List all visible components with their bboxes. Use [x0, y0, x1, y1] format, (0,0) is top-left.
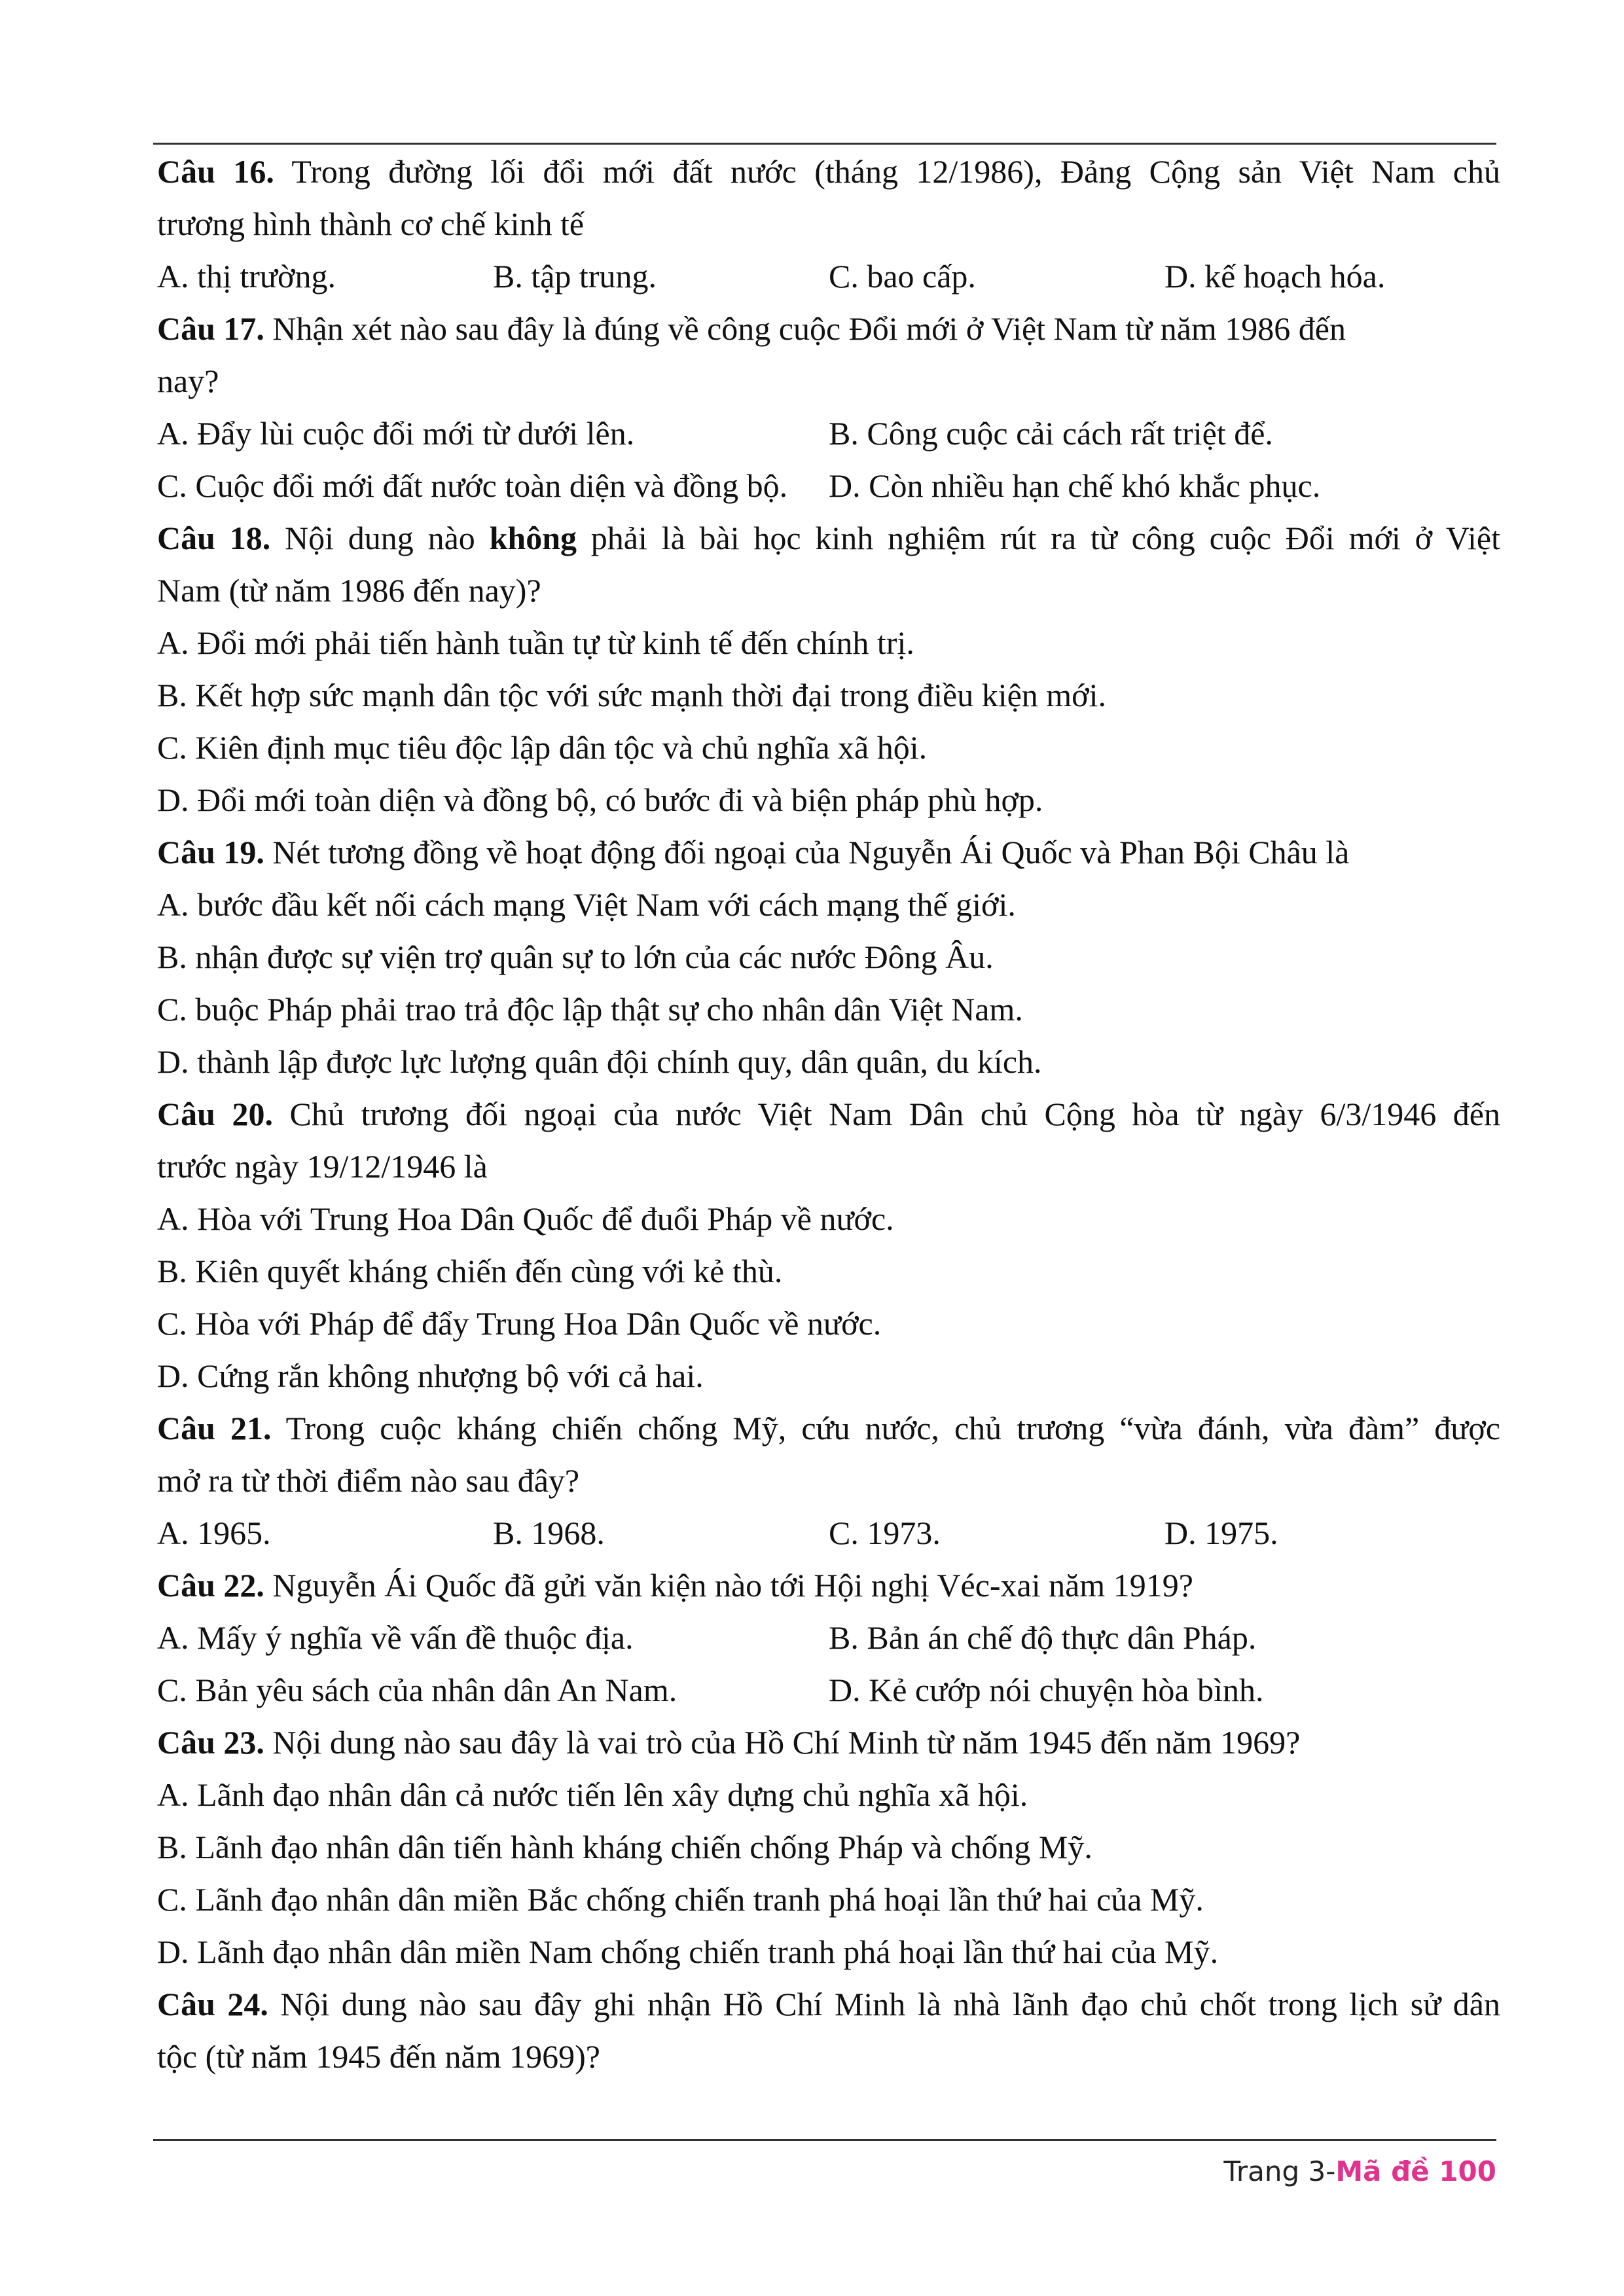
question-16-stem-cont: trương hình thành cơ chế kinh tế	[157, 206, 585, 242]
option-d[interactable]: D. Còn nhiều hạn chế khó khắc phục.	[829, 467, 1321, 504]
question-17-stem-cont: nay?	[157, 363, 219, 399]
question-number: Câu 23.	[157, 1724, 264, 1761]
option-b[interactable]: B. Lãnh đạo nhân dân tiến hành kháng chiến chống Pháp và chống Mỹ.	[157, 1829, 1092, 1865]
question-19-stem: Câu 19. Nét tương đồng về hoạt động đối ngoại của Nguyễn Ái Quốc và Phan Bội Châu là	[157, 834, 1350, 870]
question-22-stem: Câu 22. Nguyễn Ái Quốc đã gửi văn kiện nào tới Hội nghị Véc-xai năm 1919?	[157, 1567, 1193, 1604]
option-c[interactable]: C. 1973.	[829, 1515, 941, 1551]
option-c[interactable]: C. Lãnh đạo nhân dân miền Bắc chống chiến tranh phá hoại lần thứ hai của Mỹ.	[157, 1881, 1204, 1918]
option-a[interactable]: A. Đẩy lùi cuộc đổi mới từ dưới lên.	[157, 415, 635, 452]
question-16-stem: Câu 16. Trong đường lối đổi mới đất nước (tháng 12/1986), Đảng Cộng sản Việt Nam chủ	[157, 153, 1500, 190]
option-d[interactable]: D. Cứng rắn không nhượng bộ với cả hai.	[157, 1357, 704, 1394]
question-20-stem: Câu 20. Chủ trương đối ngoại của nước Việt Nam Dân chủ Cộng hòa từ ngày 6/3/1946 đến	[157, 1096, 1500, 1132]
option-a[interactable]: A. Mấy ý nghĩa về vấn đề thuộc địa.	[157, 1619, 634, 1656]
option-a[interactable]: A. Hòa với Trung Hoa Dân Quốc để đuổi Pháp về nước.	[157, 1200, 894, 1237]
option-c[interactable]: C. bao cấp.	[829, 258, 976, 295]
question-21-stem-cont: mở ra từ thời điểm nào sau đây?	[157, 1462, 580, 1499]
question-24-stem: Câu 24. Nội dung nào sau đây ghi nhận Hồ Chí Minh là nhà lãnh đạo chủ chốt trong lịch sử dân	[157, 1986, 1501, 2022]
question-23-stem: Câu 23. Nội dung nào sau đây là vai trò của Hồ Chí Minh từ năm 1945 đến năm 1969?	[157, 1724, 1301, 1761]
question-18-stem: Câu 18. Nội dung nào không phải là bài học kinh nghiệm rút ra từ công cuộc Đổi mới ở Việt	[157, 520, 1500, 556]
page-footer	[1223, 2145, 1496, 2198]
option-b[interactable]: B. Công cuộc cải cách rất triệt để.	[829, 415, 1273, 452]
option-d[interactable]: D. Kẻ cướp nói chuyện hòa bình.	[829, 1672, 1264, 1708]
question-22-options-ab	[157, 1611, 1500, 1664]
top-divider	[153, 143, 1496, 145]
option-c[interactable]: C. Bản yêu sách của nhân dân An Nam.	[157, 1672, 677, 1708]
question-number: Câu 22.	[157, 1567, 264, 1604]
option-a[interactable]: A. 1965.	[157, 1515, 271, 1551]
question-21-options	[157, 1507, 1500, 1559]
option-a[interactable]: A. thị trường.	[157, 258, 336, 295]
option-d[interactable]: D. thành lập được lực lượng quân đội chính quy, dân quân, du kích.	[157, 1043, 1042, 1080]
question-18-stem-cont: Nam (từ năm 1986 đến nay)?	[157, 572, 541, 609]
option-d[interactable]: D. kế hoạch hóa.	[1164, 258, 1386, 295]
option-d[interactable]: D. 1975.	[1164, 1515, 1278, 1551]
option-d[interactable]: D. Đổi mới toàn diện và đồng bộ, có bước đi và biện pháp phù hợp.	[157, 781, 1043, 818]
question-17-stem: Câu 17. Nhận xét nào sau đây là đúng về công cuộc Đổi mới ở Việt Nam từ năm 1986 đến	[157, 310, 1346, 347]
question-24-stem-cont: tộc (từ năm 1945 đến năm 1969)?	[157, 2038, 600, 2075]
footer-divider	[153, 2139, 1496, 2141]
emphasis-not: không	[489, 520, 577, 556]
option-a[interactable]: A. Lãnh đạo nhân dân cả nước tiến lên xây dựng chủ nghĩa xã hội.	[157, 1776, 1028, 1813]
question-number: Câu 20.	[157, 1096, 273, 1132]
question-21-stem: Câu 21. Trong cuộc kháng chiến chống Mỹ, cứu nước, chủ trương “vừa đánh, vừa đàm” được	[157, 1410, 1500, 1446]
question-number: Câu 21.	[157, 1410, 272, 1446]
question-number: Câu 24.	[157, 1986, 268, 2022]
question-20-stem-cont: trước ngày 19/12/1946 là	[157, 1148, 488, 1185]
option-c[interactable]: C. Kiên định mục tiêu độc lập dân tộc và chủ nghĩa xã hội.	[157, 729, 928, 766]
question-17-options-ab	[157, 407, 1500, 459]
option-b[interactable]: B. Kiên quyết kháng chiến đến cùng với kẻ thù.	[157, 1253, 783, 1289]
question-number: Câu 16.	[157, 153, 274, 190]
question-number: Câu 19.	[157, 834, 264, 870]
option-c[interactable]: C. Hòa với Pháp để đẩy Trung Hoa Dân Quốc về nước.	[157, 1305, 882, 1342]
question-number: Câu 18.	[157, 520, 271, 556]
option-a[interactable]: A. bước đầu kết nối cách mạng Việt Nam với cách mạng thế giới.	[157, 886, 1016, 923]
question-16-options	[157, 250, 1500, 302]
question-22-options-cd	[157, 1664, 1500, 1716]
option-b[interactable]: B. nhận được sự viện trợ quân sự to lớn của các nước Đông Âu.	[157, 939, 994, 975]
option-a[interactable]: A. Đổi mới phải tiến hành tuần tự từ kinh tế đến chính trị.	[157, 624, 914, 661]
page-number: Trang 3-	[1223, 2155, 1336, 2187]
option-d[interactable]: D. Lãnh đạo nhân dân miền Nam chống chiến tranh phá hoại lần thứ hai của Mỹ.	[157, 1933, 1219, 1970]
option-c[interactable]: C. Cuộc đổi mới đất nước toàn diện và đồng bộ.	[157, 467, 788, 504]
option-b[interactable]: B. Kết hợp sức mạnh dân tộc với sức mạnh thời đại trong điều kiện mới.	[157, 677, 1106, 713]
option-b[interactable]: B. tập trung.	[493, 258, 657, 295]
question-number: Câu 17.	[157, 310, 264, 347]
option-c[interactable]: C. buộc Pháp phải trao trả độc lập thật sự cho nhân dân Việt Nam.	[157, 991, 1023, 1028]
option-b[interactable]: B. 1968.	[493, 1515, 605, 1551]
question-17-options-cd	[157, 459, 1500, 512]
question-list	[157, 145, 1500, 2083]
exam-code: Mã đề 100	[1335, 2155, 1496, 2187]
option-b[interactable]: B. Bản án chế độ thực dân Pháp.	[829, 1619, 1257, 1656]
